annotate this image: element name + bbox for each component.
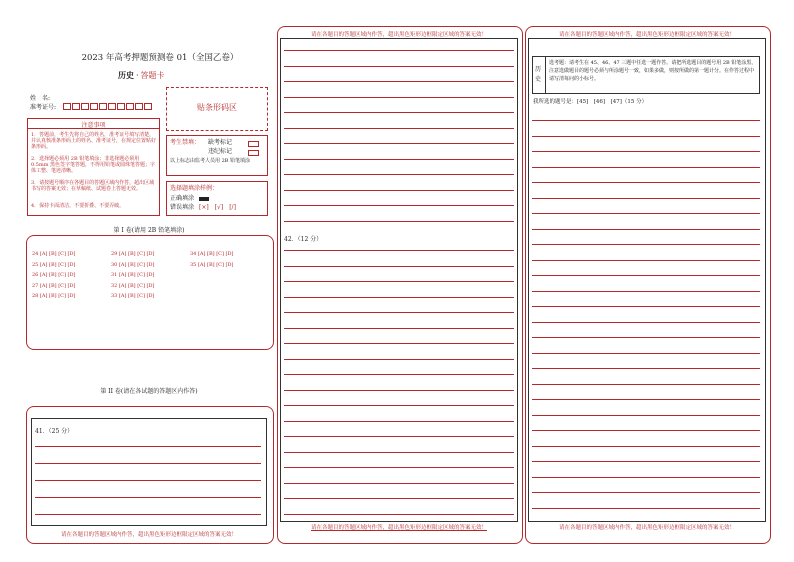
answer-line (284, 467, 514, 468)
sample-title: 选择题填涂样例： (170, 185, 219, 192)
answer-line (284, 343, 514, 344)
answer-line (532, 384, 760, 385)
q42-label: 42．（12 分） (284, 236, 323, 243)
answer-line (284, 174, 514, 175)
name-label: 姓 名: (30, 95, 51, 102)
answer-line (532, 322, 760, 323)
answer-line (284, 405, 514, 406)
choice-row-30[interactable]: 30 [A] [B] [C] [D] (111, 261, 155, 268)
answer-line (532, 291, 760, 292)
answer-line (532, 399, 760, 400)
right-answer-area[interactable] (528, 38, 766, 522)
answer-line (284, 128, 514, 129)
choice-row-26[interactable]: 26 [A] [B] [C] [D] (32, 272, 76, 278)
answer-line (532, 430, 760, 431)
answer-line (532, 492, 760, 493)
choice-row-24[interactable]: 24 [A] [B] [C] [D] (32, 251, 76, 257)
wrong-sample-marks: [×] [√] [/] (199, 204, 236, 211)
choice-row-25[interactable]: 25 [A] [B] [C] [D] (32, 261, 76, 268)
middle-bottom-warning: 请在各题目的答题区域内作答，超出黑色矩形边框限定区域的答案无效！ (310, 525, 487, 531)
correct-sample-mark (199, 197, 209, 201)
answer-line (532, 229, 760, 230)
violation-mark-label: 违纪标记 (208, 148, 233, 155)
choice-row-33[interactable]: 33 [A] [B] [C] [D] (111, 293, 155, 299)
subject-separator: · (136, 71, 139, 80)
answer-line (532, 446, 760, 447)
exam-title: 2023 年高考押题预测卷 01（全国乙卷） (81, 53, 239, 63)
answer-line (532, 167, 760, 168)
middle-top-warning: 请在各题目的答题区域内作答，超出黑色矩形边框限定区域的答案无效！ (310, 32, 487, 38)
part1-column-3 (190, 249, 233, 270)
answer-line (532, 461, 760, 462)
subject-name: 历史 (118, 70, 134, 80)
answer-line (284, 281, 514, 282)
violation-mark-box[interactable] (248, 150, 259, 156)
answer-line (284, 374, 514, 375)
choice-row-27[interactable]: 27 [A] [B] [C] [D] (32, 282, 76, 289)
choice-row-31[interactable]: 31 [A] [B] [C] [D] (111, 272, 155, 278)
answer-line (284, 390, 514, 391)
answer-line (284, 190, 514, 191)
subject-line (118, 70, 165, 81)
middle-answer-area[interactable] (280, 38, 518, 522)
marks-note: 以上标志由监考人员用 2B 铅笔填涂 (170, 158, 251, 164)
choice-row-29[interactable]: 29 [A] [B] [C] [D] (111, 251, 155, 257)
answer-line (532, 260, 760, 261)
answer-line (284, 452, 514, 453)
choice-row-34[interactable]: 34 [A] [B] [C] [D] (190, 251, 234, 257)
elective-choice-label[interactable]: 我所选的题号是：[45] [46] [47]（15 分） (533, 99, 648, 105)
answer-line (284, 97, 514, 98)
answer-line (532, 477, 760, 478)
answer-line (532, 415, 760, 416)
part1-column-1 (32, 249, 75, 302)
q41-label: 41．（25 分） (35, 428, 74, 435)
answer-line (532, 275, 760, 276)
wrong-sample-label: 错误填涂 (170, 204, 195, 211)
part1-title: 第 I 卷(请用 2B 铅笔填涂) (113, 227, 185, 234)
elective-side-label-2: 史 (535, 76, 542, 83)
answer-line (284, 328, 514, 329)
answer-line (532, 306, 760, 307)
answer-line (284, 143, 514, 144)
choice-row-28[interactable]: 28 [A] [B] [C] [D] (32, 293, 76, 299)
choice-row-32[interactable]: 32 [A] [B] [C] [D] (111, 282, 155, 289)
answer-line (532, 120, 760, 121)
note-item-1: 1．答题前，考生先将自己的姓名，准考证号填写清楚，并认真核准条形码上的姓名、准考证号，在规定位置贴好条形码。 (31, 132, 157, 150)
answer-line (284, 421, 514, 422)
answer-line (284, 312, 514, 313)
absent-mark-box[interactable] (248, 141, 259, 147)
answer-line (284, 436, 514, 437)
answer-line (284, 483, 514, 484)
answer-line (284, 498, 514, 499)
answer-line (532, 198, 760, 199)
answer-line (284, 359, 514, 360)
candidate-id-label: 准考证号: (30, 104, 57, 111)
part2-title: 第 II 卷(请在各试题的答题区内作答) (100, 388, 198, 395)
note-item-3: 3．请按题号顺序在各题目的答题区域内作答，超出区域书写的答案无效；在草稿纸、试题卷上答题无效。 (31, 180, 155, 192)
left-bottom-warning: 请在各题目的答题区域内作答，超出黑色矩形边框限定区域的答案无效！ (60, 532, 237, 538)
notes-title: 注意事项 (81, 122, 106, 129)
answer-line (532, 136, 760, 137)
answer-line (284, 266, 514, 267)
elective-instructions: 选考题：请考生在 45、46、47 三题中任选一题作答。请把所选题目的题号用 2B 铅笔涂黑，注意选做题目的题号必须与所涂题号一致，如果多做，则按所做的第一题计分。在作答过程中请写清每问的小标号。 (549, 60, 757, 82)
answer-line (284, 81, 514, 82)
answer-line (532, 244, 760, 245)
answer-line (284, 205, 514, 206)
answer-line (284, 221, 514, 222)
answer-line (284, 250, 514, 251)
answer-line (532, 508, 760, 509)
answer-line (532, 337, 760, 338)
answer-line (284, 514, 514, 515)
correct-sample-label: 正确填涂 (170, 195, 195, 202)
choice-row-35[interactable]: 35 [A] [B] [C] [D] (190, 261, 234, 268)
note-item-2: 2．选择题必须用 2B 铅笔填涂；非选择题必须用 0.5mm 黑色签字笔答题，不得用铅笔或圆珠笔答题；字体工整、笔迹清晰。 (31, 156, 156, 174)
answer-line (532, 151, 760, 152)
answer-line (284, 50, 514, 51)
answer-line (284, 66, 514, 67)
answer-line (284, 112, 514, 113)
answer-line (532, 182, 760, 183)
note-item-4: 4．保持卡面清洁，不要折叠、不要弄破。 (31, 203, 125, 209)
right-bottom-warning: 请在各题目的答题区域内作答，超出黑色矩形边框限定区域的答案无效！ (558, 525, 735, 531)
answer-line (532, 368, 760, 369)
marks-label: 考生禁填： (170, 139, 201, 146)
elective-side-label-1: 历 (535, 66, 542, 73)
answer-card-label: 答题卡 (140, 71, 165, 80)
absent-mark-label: 缺考标记 (208, 139, 233, 146)
answer-line (284, 297, 514, 298)
answer-line (532, 353, 760, 354)
barcode-label: 贴条形码区 (197, 103, 237, 112)
answer-line (284, 159, 514, 160)
answer-line (532, 213, 760, 214)
candidate-id-boxes[interactable] (63, 103, 153, 110)
right-top-warning: 请在各题目的答题区域内作答，超出黑色矩形边框限定区域的答案无效！ (558, 32, 735, 38)
part1-column-2 (111, 249, 154, 302)
